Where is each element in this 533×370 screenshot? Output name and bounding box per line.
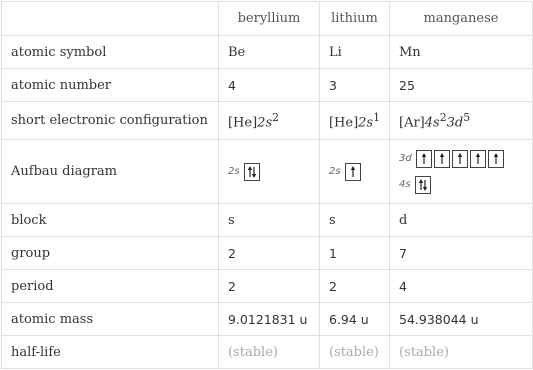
electron-arrows	[416, 177, 430, 193]
table-row	[2, 36, 533, 69]
cell-value: 3	[319, 69, 389, 102]
cell-value: 4	[390, 270, 533, 303]
electron-arrows	[417, 151, 431, 167]
orbital-row	[399, 148, 523, 170]
orbital-label: 2s	[328, 166, 341, 177]
column-header-manganese: manganese	[390, 2, 533, 36]
orbital-box	[452, 150, 468, 168]
element-properties-table	[1, 1, 533, 369]
spin-up-arrow-icon	[350, 166, 354, 177]
cell-value: s	[218, 204, 319, 237]
table-row	[2, 102, 533, 140]
cell-value: s	[319, 204, 389, 237]
cell-value: 25	[390, 69, 533, 102]
config-exponent: 2	[272, 110, 280, 124]
cell-value: d	[390, 204, 533, 237]
cell-value: 7	[390, 237, 533, 270]
table-row	[2, 270, 533, 303]
row-label: atomic number	[2, 69, 219, 102]
orbital-box	[416, 150, 432, 168]
cell-value: Be	[218, 36, 319, 69]
table-row	[2, 303, 533, 336]
config-exponent: 1	[373, 110, 380, 124]
spin-up-arrow-icon	[494, 153, 498, 164]
electron-arrows	[435, 151, 449, 167]
config-core: [He]	[227, 115, 258, 131]
spin-down-arrow-icon	[251, 167, 255, 178]
spin-up-arrow-icon	[422, 153, 426, 164]
config-core: [He]	[328, 115, 359, 131]
config-orbital: 3d	[446, 115, 464, 131]
cell-value: 54.938044 u	[390, 303, 533, 336]
table-row	[2, 336, 533, 369]
orbital-row	[329, 161, 380, 183]
cell-value: Li	[319, 36, 389, 69]
cell-value: (stable)	[218, 336, 319, 369]
spin-up-arrow-icon	[476, 153, 480, 164]
cell-value: 1	[319, 237, 389, 270]
orbital-box	[470, 150, 486, 168]
electron-arrows	[346, 164, 360, 180]
spin-up-arrow-icon	[440, 153, 444, 164]
cell-value: (stable)	[319, 336, 389, 369]
cell-value: 4	[218, 69, 319, 102]
row-label: half-life	[2, 336, 219, 369]
table-row	[2, 140, 533, 204]
orbital-box	[244, 163, 260, 181]
spin-up-arrow-icon	[458, 153, 462, 164]
config-core: [Ar]	[399, 115, 425, 131]
row-label: short electronic configuration	[2, 102, 219, 140]
cell-value: 6.94 u	[319, 303, 389, 336]
orbital-box	[488, 150, 504, 168]
config-exponent: 2	[439, 110, 447, 124]
table-row	[2, 69, 533, 102]
cell-value: 2	[218, 270, 319, 303]
header-row	[2, 2, 533, 36]
config-manganese	[390, 102, 533, 140]
aufbau-diagram-beryllium	[218, 140, 319, 204]
config-lithium	[319, 102, 389, 140]
row-label: block	[2, 204, 219, 237]
row-label: Aufbau diagram	[2, 140, 219, 204]
aufbau-diagram-lithium	[319, 140, 389, 204]
config-exponent: 5	[463, 110, 471, 124]
orbital-row	[228, 161, 310, 183]
orbital-label: 3d	[399, 153, 412, 164]
table-row	[2, 204, 533, 237]
electron-arrows	[471, 151, 485, 167]
electron-arrows	[489, 151, 503, 167]
orbital-row	[399, 174, 523, 196]
spin-up-arrow-icon	[247, 166, 251, 177]
row-label: group	[2, 237, 219, 270]
aufbau-diagram-manganese	[390, 140, 533, 204]
column-header-lithium: lithium	[319, 2, 389, 36]
orbital-label: 4s	[399, 179, 411, 190]
spin-down-arrow-icon	[422, 180, 426, 191]
row-label: atomic mass	[2, 303, 219, 336]
row-label: period	[2, 270, 219, 303]
orbital-label: 2s	[227, 166, 240, 177]
orbital-box	[434, 150, 450, 168]
orbital-box	[345, 163, 361, 181]
electron-arrows	[245, 164, 259, 180]
column-header-beryllium: beryllium	[218, 2, 319, 36]
cell-value: 9.0121831 u	[218, 303, 319, 336]
config-beryllium	[218, 102, 319, 140]
corner-cell	[2, 2, 219, 36]
config-orbital: 4s	[424, 115, 440, 131]
table-row	[2, 237, 533, 270]
cell-value: 2	[319, 270, 389, 303]
spin-up-arrow-icon	[418, 179, 422, 190]
config-orbital: 2s	[257, 115, 273, 131]
cell-value: 2	[218, 237, 319, 270]
cell-value: (stable)	[390, 336, 533, 369]
orbital-box	[415, 176, 431, 194]
config-orbital: 2s	[358, 115, 374, 131]
cell-value: Mn	[390, 36, 533, 69]
electron-arrows	[453, 151, 467, 167]
row-label: atomic symbol	[2, 36, 219, 69]
